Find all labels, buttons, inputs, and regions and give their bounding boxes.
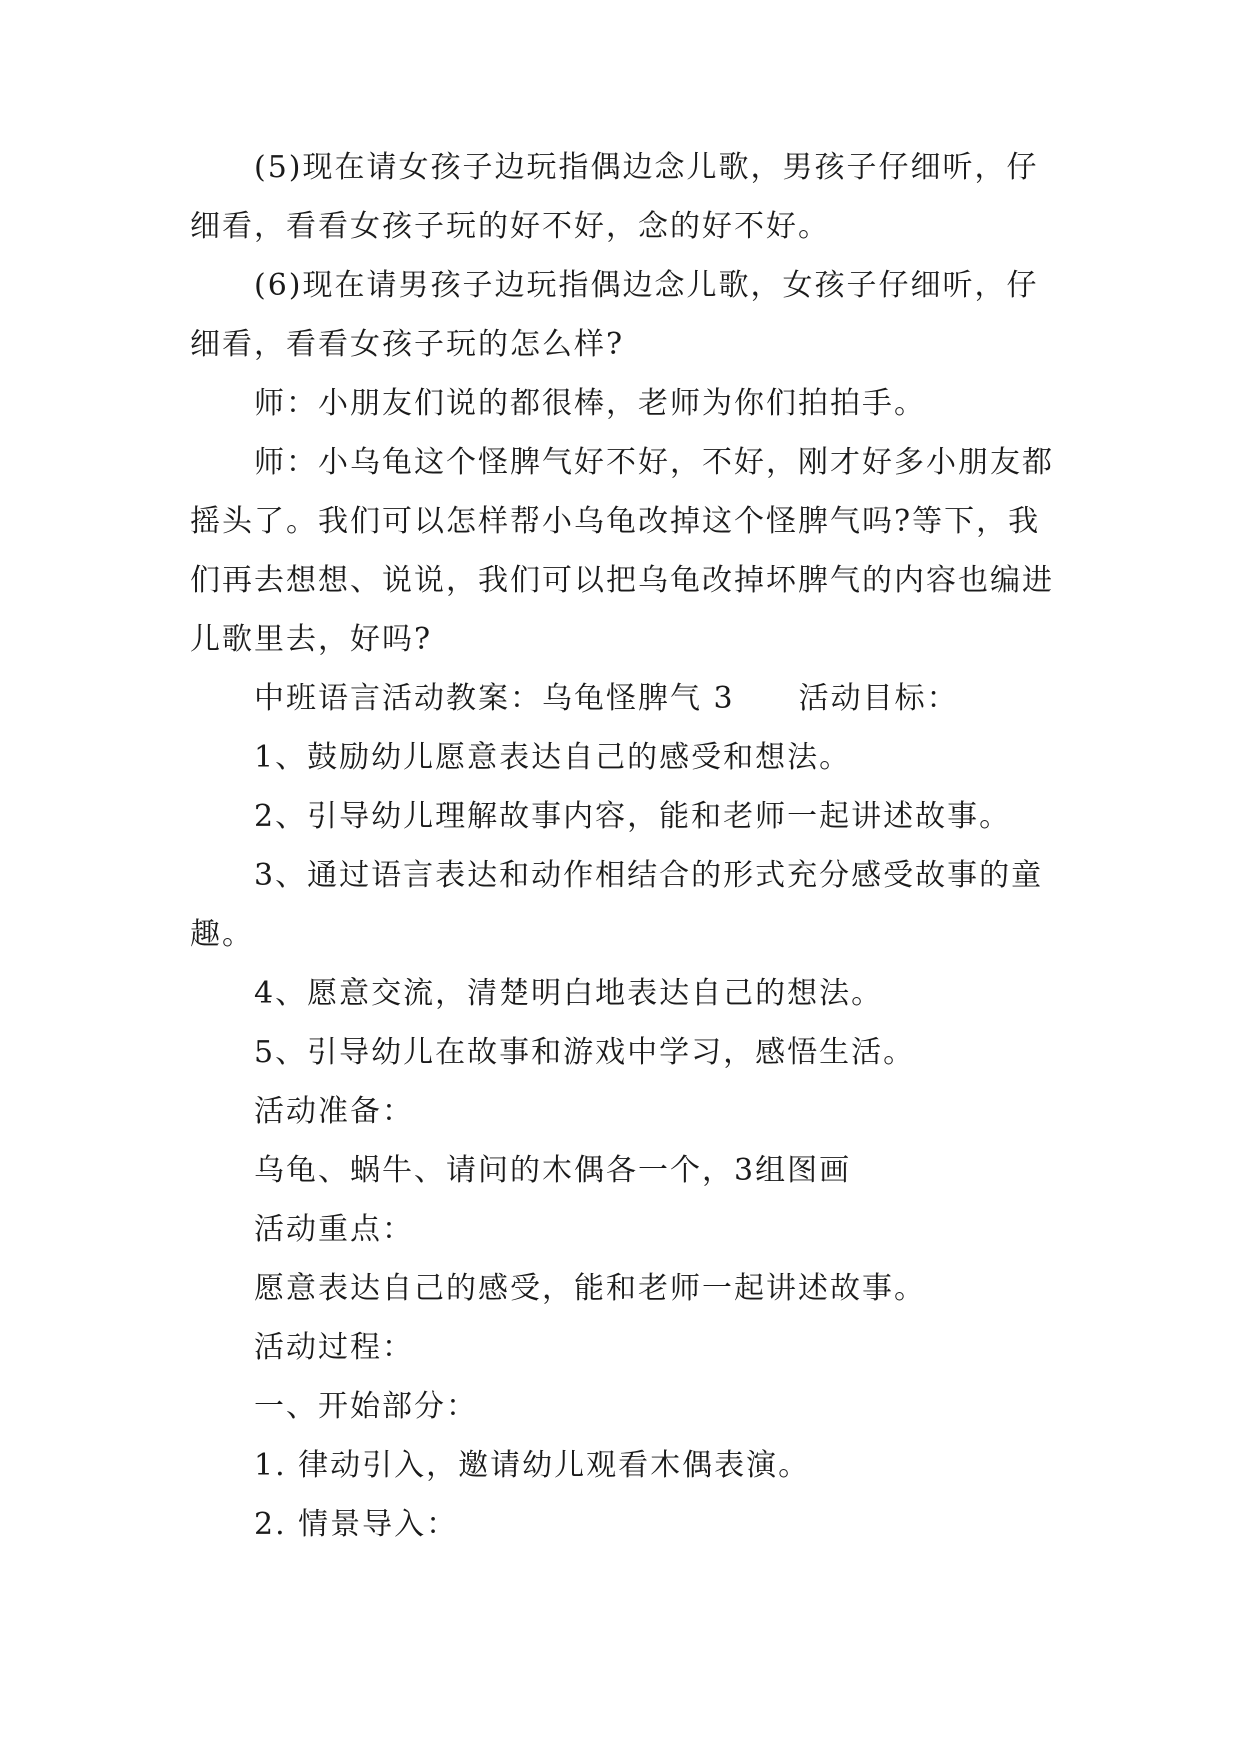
paragraph-step-6: (6)现在请男孩子边玩指偶边念儿歌，女孩子仔细听，仔细看，看看女孩子玩的怎么样? [190,268,1039,362]
goal-item-4: 4、愿意交流，清楚明白地表达自己的想法。 [254,976,884,1011]
goal-item-5: 5、引导幼儿在故事和游戏中学习，感悟生活。 [254,1035,916,1070]
key-point-content: 愿意表达自己的感受，能和老师一起讲述故事。 [254,1271,926,1306]
process-step-1: 1. 律动引入，邀请幼儿观看木偶表演。 [254,1448,811,1483]
paragraph-step-5: (5)现在请女孩子边玩指偶边念儿歌，男孩子仔细听，仔细看，看看女孩子玩的好不好，念的好不好。 [190,150,1039,244]
heading-key-point: 活动重点： [254,1212,414,1247]
goal-item-3: 3、通过语言表达和动作相结合的形式充分感受故事的童趣。 [190,858,1044,952]
process-step-2: 2. 情景导入： [254,1507,459,1542]
heading-process: 活动过程： [254,1330,414,1365]
goal-item-2: 2、引导幼儿理解故事内容，能和老师一起讲述故事。 [254,799,1012,834]
preparation-content: 乌龟、蜗牛、请问的木偶各一个，3组图画 [254,1153,852,1188]
process-part-1: 一、开始部分： [254,1389,478,1424]
section-title-lesson-plan: 中班语言活动教案：乌龟怪脾气 3 活动目标： [254,681,959,716]
paragraph-teacher-question: 师：小乌龟这个怪脾气好不好，不好，刚才好多小朋友都摇头了。我们可以怎样帮小乌龟改掉这个怪脾气吗?等下，我们再去想想、说说，我们可以把乌龟改掉坏脾气的内容也编进儿歌里去，好吗? [190,445,1054,657]
goal-item-1: 1、鼓励幼儿愿意表达自己的感受和想法。 [254,740,852,775]
heading-preparation: 活动准备： [254,1094,414,1129]
paragraph-teacher-praise: 师：小朋友们说的都很棒，老师为你们拍拍手。 [254,386,926,421]
